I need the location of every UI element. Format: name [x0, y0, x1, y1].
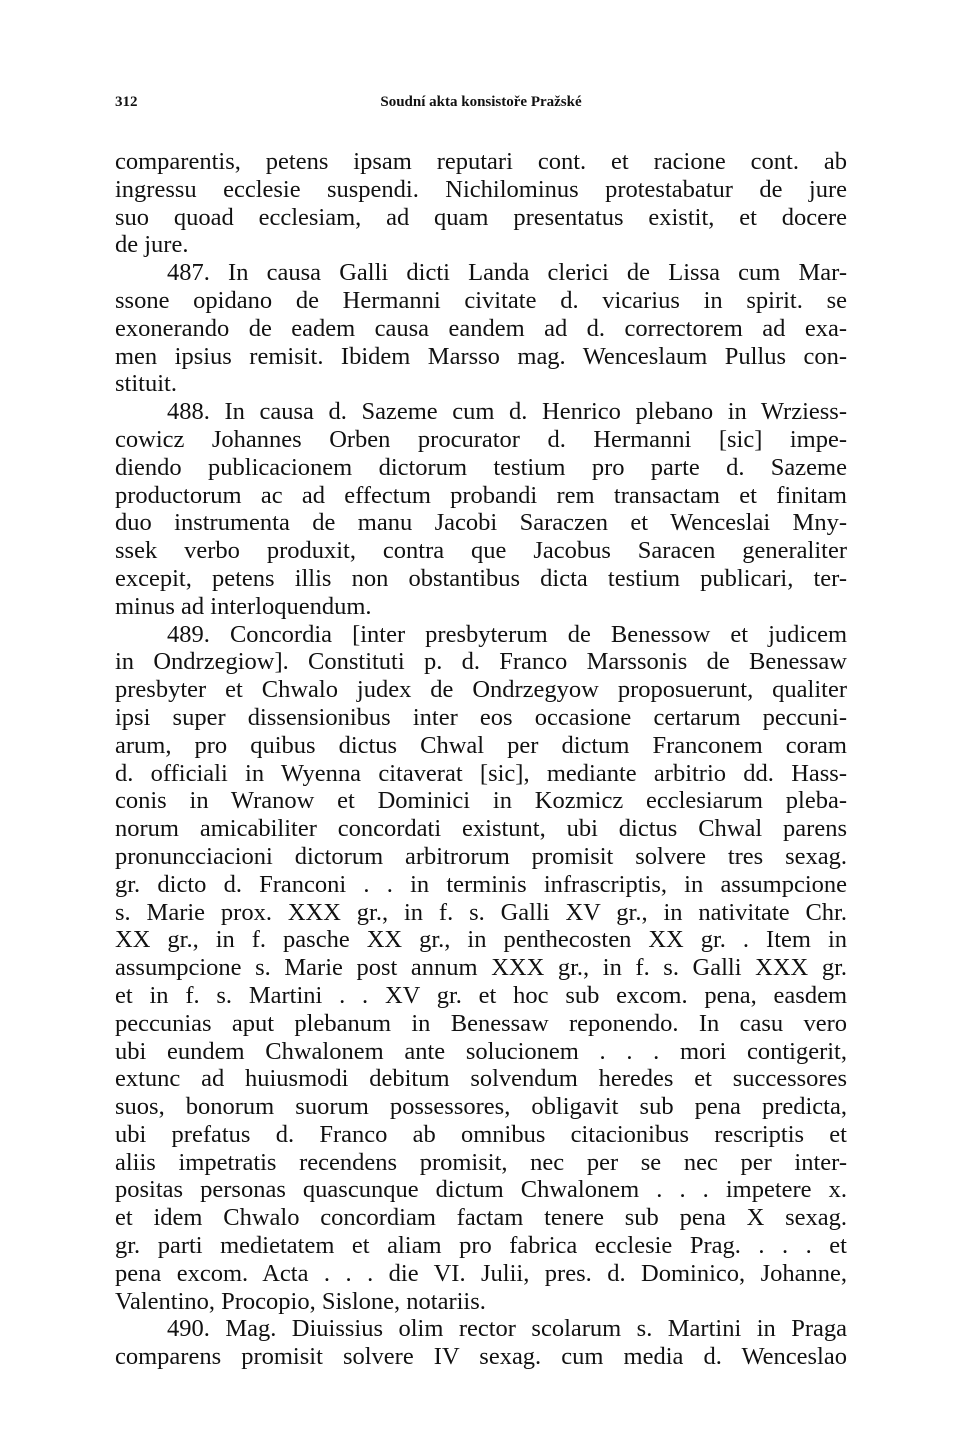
text-line: exonerando de eadem causa eandem ad d. correctorem ad exa- — [115, 314, 847, 342]
text-line: et in f. s. Martini . . XV gr. et hoc sub excom. pena, easdem — [115, 981, 847, 1009]
text-line: 490. Mag. Diuissius olim rector scolarum s. Martini in Praga — [167, 1315, 847, 1343]
text-line: arum, pro quibus dictus Chwal per dictum Franconem coram — [115, 731, 847, 759]
text-line: diendo publicacionem dictorum testium pro parte d. Sazeme — [115, 453, 847, 481]
text-line: ssone opidano de Hermanni civitate d. vicarius in spirit. se — [115, 286, 847, 314]
text-line: comparens promisit solvere IV sexag. cum media d. Wenceslao — [115, 1343, 847, 1371]
text-line: XX gr., in f. pasche XX gr., in penthecosten XX gr. . Item in — [115, 926, 847, 954]
text-line: in Ondrzegiow]. Constituti p. d. Franco Marssonis de Benessaw — [115, 648, 847, 676]
text-line: 488. In causa d. Sazeme cum d. Henrico plebano in Wrziess- — [167, 398, 847, 426]
text-line: ipsi super dissensionibus inter eos occasione certarum peccuni- — [115, 703, 847, 731]
running-title: Soudní akta konsistoře Pražské — [380, 94, 582, 110]
text-line: excepit, petens illis non obstantibus dicta testium publicari, ter- — [115, 564, 847, 592]
running-head — [115, 90, 847, 116]
text-line: extunc ad huiusmodi debitum solvendum heredes et successores — [115, 1065, 847, 1093]
text-line: de jure. — [115, 231, 189, 259]
text-line: men ipsius remisit. Ibidem Marsso mag. Wenceslaum Pullus con- — [115, 342, 847, 370]
text-line: cowicz Johannes Orben procurator d. Hermanni [sic] impe- — [115, 425, 847, 453]
text-line: pronuncciacioni dictorum arbitrorum promisit solvere tres sexag. — [115, 842, 847, 870]
text-line: Valentino, Procopio, Sislone, notariis. — [115, 1287, 486, 1315]
text-line: ingressu ecclesie suspendi. Nichilominus protestabatur de jure — [115, 175, 847, 203]
text-line: s. Marie prox. XXX gr., in f. s. Galli XV gr., in nativitate Chr. — [115, 898, 847, 926]
text-line: conis in Wranow et Dominici in Kozmicz ecclesiarum pleba- — [115, 787, 847, 815]
text-line: duo instrumenta de manu Jacobi Saraczen et Wenceslai Mny- — [115, 509, 847, 537]
text-line: pena excom. Acta . . . die VI. Julii, pres. d. Dominico, Johanne, — [115, 1259, 847, 1287]
text-line: gr. parti medietatem et aliam pro fabrica ecclesie Prag. . . . et — [115, 1232, 847, 1260]
text-line: ubi eundem Chwalonem ante solucionem . . . mori contigerit, — [115, 1037, 847, 1065]
text-line: positas personas quascunque dictum Chwalonem . . . impetere x. — [115, 1176, 847, 1204]
text-line: aliis impetratis recendens promisit, nec per se nec per inter- — [115, 1148, 847, 1176]
text-line: minus ad interloquendum. — [115, 592, 372, 620]
text-line: suos, bonorum suorum possessores, obligavit sub pena predicta, — [115, 1093, 847, 1121]
text-line: peccunias aput plebanum in Benessaw reponendo. In casu vero — [115, 1009, 847, 1037]
text-line: gr. dicto d. Franconi . . in terminis infrascriptis, in assumpcione — [115, 870, 847, 898]
text-line: presbyter et Chwalo judex de Ondrzegyow proposuerunt, qualiter — [115, 676, 847, 704]
text-line: 489. Concordia [inter presbyterum de Benessow et judicem — [167, 620, 847, 648]
text-line: stituit. — [115, 370, 177, 398]
text-line: ssek verbo produxit, contra que Jacobus Saracen generaliter — [115, 537, 847, 565]
text-line: et idem Chwalo concordiam factam tenere sub pena X sexag. — [115, 1204, 847, 1232]
text-line: d. officiali in Wyenna citaverat [sic], mediante arbitrio dd. Hass- — [115, 759, 847, 787]
body-text — [115, 148, 847, 1371]
text-line: norum amicabiliter concordati existunt, ubi dictus Chwal parens — [115, 815, 847, 843]
page-number: 312 — [115, 94, 138, 110]
text-line: suo quoad ecclesiam, ad quam presentatus existit, et docere — [115, 203, 847, 231]
text-line: assumpcione s. Marie post annum XXX gr., in f. s. Galli XXX gr. — [115, 954, 847, 982]
text-line: ubi prefatus d. Franco ab omnibus citacionibus rescriptis et — [115, 1120, 847, 1148]
text-line: 487. In causa Galli dicti Landa clerici de Lissa cum Mar- — [167, 259, 847, 287]
text-line: productorum ac ad effectum probandi rem transactam et finitam — [115, 481, 847, 509]
text-line: comparentis, petens ipsam reputari cont. et racione cont. ab — [115, 148, 847, 175]
